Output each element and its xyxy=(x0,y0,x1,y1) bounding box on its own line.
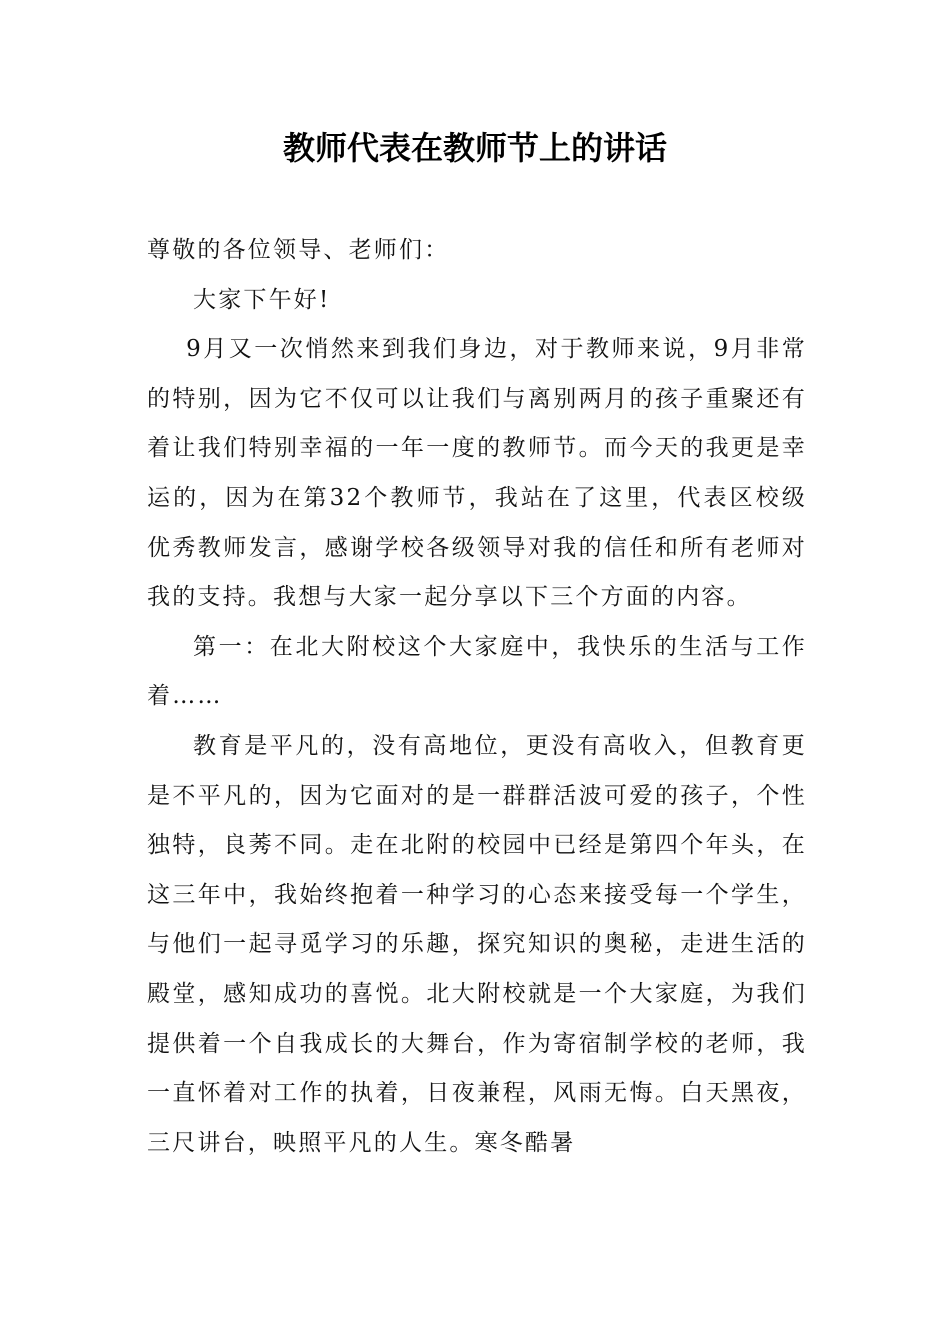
document-title: 教师代表在教师节上的讲话 xyxy=(282,129,667,167)
paragraph-intro: 9月又一次悄然来到我们身边，对于教师来说，9月非常的特别，因为它不仅可以让我们与离别两月的孩子重聚还有着让我们特别幸福的一年一度的教师节。而今天的我更是幸运的，因为在第32个教师节，我站在了这里，代表区校级优秀教师发言，感谢学校各级领导对我的信任和所有老师对我的支持。我想与大家一起分享以下三个方面的内容。 xyxy=(147,336,807,611)
salutation: 尊敬的各位领导、老师们： xyxy=(147,237,450,263)
document-body xyxy=(147,226,807,1168)
paragraph-section-one-body: 教育是平凡的，没有高地位，更没有高收入，但教育更是不平凡的，因为它面对的是一群群活波可爱的孩子，个性独特，良莠不同。走在北附的校园中已经是第四个年头，在这三年中，我始终抱着一种学习的心态来接受每一个学生，与他们一起寻觅学习的乐趣，探究知识的奥秘，走进生活的殿堂，感知成功的喜悦。北大附校就是一个大家庭，为我们提供着一个自我成长的大舞台，作为寄宿制学校的老师，我一直怀着对工作的执着，日夜兼程，风雨无悔。白天黑夜，三尺讲台，映照平凡的人生。寒冬酷暑 xyxy=(147,732,807,1156)
paragraph-greeting: 大家下午好! xyxy=(193,286,331,313)
paragraph-section-one-heading: 第一：在北大附校这个大家庭中，我快乐的生活与工作着…… xyxy=(147,633,807,710)
